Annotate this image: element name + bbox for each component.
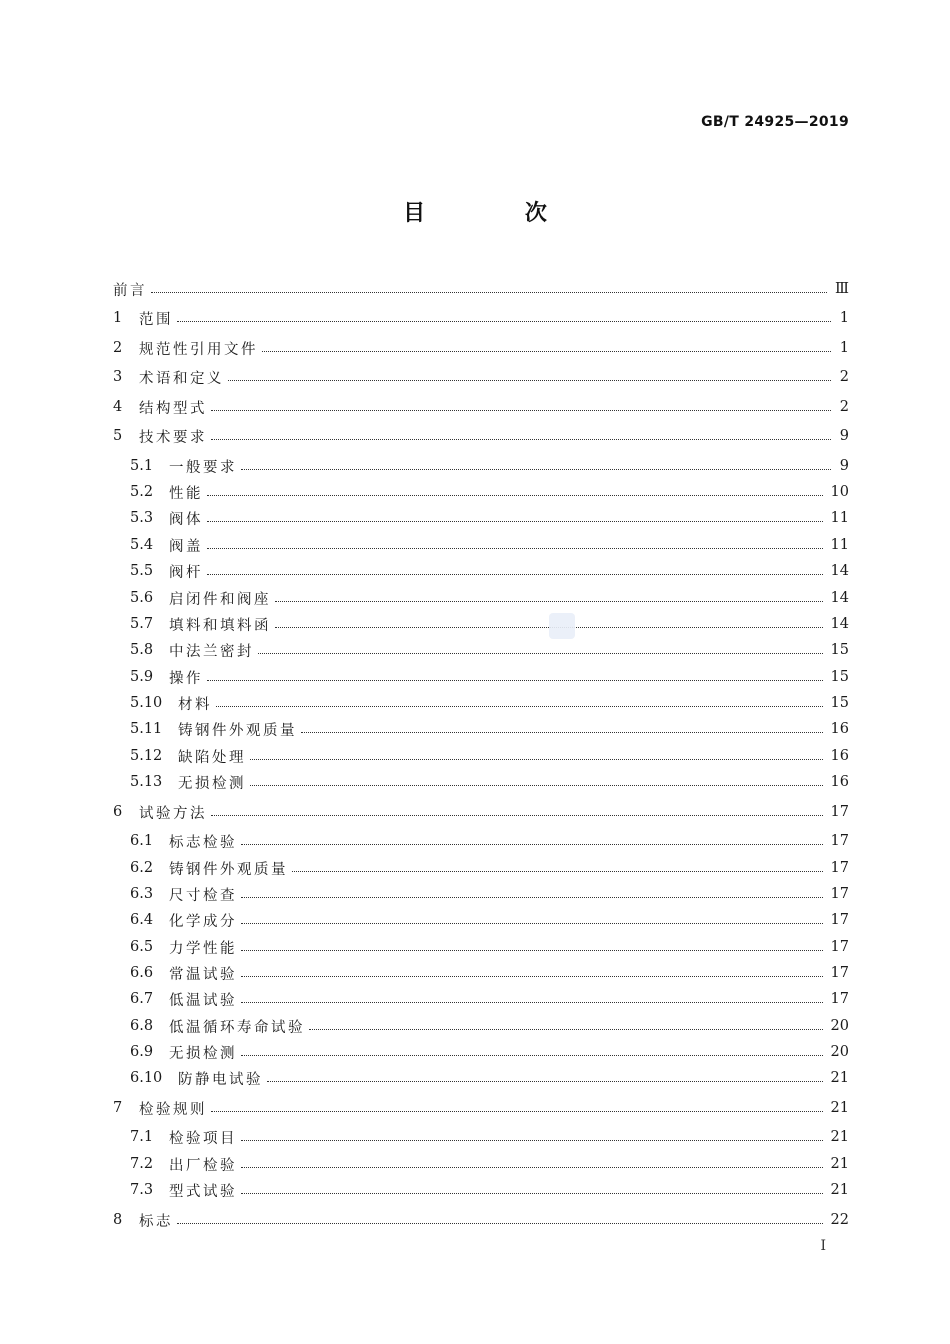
toc-entry[interactable] bbox=[130, 1013, 849, 1039]
toc-dot-leader bbox=[177, 1223, 823, 1224]
toc-entry[interactable] bbox=[130, 960, 849, 986]
toc-dot-leader bbox=[292, 871, 823, 872]
toc-dot-leader bbox=[241, 1055, 823, 1056]
toc-entry-number: 5.1 bbox=[130, 458, 154, 474]
toc-entry[interactable] bbox=[130, 1151, 849, 1177]
toc-entry-number: 1 bbox=[113, 310, 123, 326]
toc-entry[interactable] bbox=[130, 743, 849, 769]
toc-entry-page: 21 bbox=[830, 1129, 849, 1145]
toc-entry-number: 6.8 bbox=[130, 1018, 154, 1034]
toc-dot-leader bbox=[267, 1081, 823, 1082]
toc-dot-leader bbox=[207, 574, 823, 575]
toc-entry-page: 17 bbox=[830, 833, 849, 849]
toc-entry-label: 型式试验 bbox=[169, 1183, 237, 1200]
toc-entry-label: 结构型式 bbox=[139, 400, 207, 417]
toc-entry-page: 15 bbox=[830, 669, 849, 685]
page-number: I bbox=[820, 1238, 826, 1254]
toc-entry-number: 6 bbox=[113, 804, 123, 820]
toc-entry-label: 阀杆 bbox=[169, 564, 203, 581]
toc-entry-page: 1 bbox=[839, 340, 849, 356]
toc-entry[interactable] bbox=[130, 881, 849, 907]
toc-entry-page: 20 bbox=[830, 1044, 849, 1060]
toc-dot-leader bbox=[207, 548, 823, 549]
toc-entry-page: 17 bbox=[830, 939, 849, 955]
toc-entry[interactable] bbox=[130, 505, 849, 531]
toc-entry-label: 技术要求 bbox=[139, 429, 207, 446]
toc-entry[interactable] bbox=[130, 611, 849, 637]
toc-entry[interactable] bbox=[130, 716, 849, 742]
toc-entry[interactable] bbox=[130, 828, 849, 854]
toc-entry-label: 试验方法 bbox=[139, 805, 207, 822]
toc-entry-page: 20 bbox=[830, 1018, 849, 1034]
toc-entry-label: 阀体 bbox=[169, 511, 203, 528]
toc-entry-label: 防静电试验 bbox=[178, 1071, 263, 1088]
toc-entry[interactable] bbox=[113, 335, 849, 361]
toc-entry[interactable] bbox=[113, 799, 849, 825]
toc-dot-leader bbox=[301, 732, 823, 733]
toc-entry-label: 中法兰密封 bbox=[169, 643, 254, 660]
toc-entry-number: 5.6 bbox=[130, 590, 154, 606]
toc-entry-page: 9 bbox=[839, 428, 849, 444]
toc-entry[interactable] bbox=[113, 1207, 849, 1233]
toc-entry-page: 11 bbox=[830, 510, 849, 526]
watermark-logo-icon bbox=[549, 613, 575, 639]
toc-entry-number: 5.3 bbox=[130, 510, 154, 526]
toc-entry-page: 21 bbox=[830, 1100, 849, 1116]
toc-entry-page: 17 bbox=[830, 860, 849, 876]
toc-entry[interactable] bbox=[113, 305, 849, 331]
toc-entry-label: 缺陷处理 bbox=[178, 749, 246, 766]
toc-dot-leader bbox=[241, 1002, 823, 1003]
toc-entry-number: 6.5 bbox=[130, 939, 154, 955]
toc-dot-leader bbox=[241, 469, 831, 470]
toc-dot-leader bbox=[241, 1167, 823, 1168]
toc-entry-label: 力学性能 bbox=[169, 940, 237, 957]
toc-entry-number: 6.4 bbox=[130, 912, 154, 928]
toc-entry-page: 16 bbox=[830, 774, 849, 790]
toc-entry-page: 10 bbox=[830, 484, 849, 500]
toc-entry-label: 填料和填料函 bbox=[169, 617, 271, 634]
toc-entry[interactable] bbox=[130, 1124, 849, 1150]
toc-entry-page: 14 bbox=[830, 616, 849, 632]
toc-entry-label: 标志检验 bbox=[169, 834, 237, 851]
toc-entry-page: 21 bbox=[830, 1182, 849, 1198]
toc-entry[interactable] bbox=[130, 986, 849, 1012]
toc-dot-leader bbox=[151, 292, 827, 293]
toc-entry[interactable] bbox=[130, 479, 849, 505]
toc-entry-number: 5.9 bbox=[130, 669, 154, 685]
toc-entry-number: 6.1 bbox=[130, 833, 154, 849]
toc-entry-label: 检验规则 bbox=[139, 1101, 207, 1118]
toc-entry-number: 7.2 bbox=[130, 1156, 154, 1172]
toc-dot-leader bbox=[211, 410, 831, 411]
toc-entry-number: 6.3 bbox=[130, 886, 154, 902]
toc-entry-number: 5.10 bbox=[130, 695, 163, 711]
toc-entry-label: 低温循环寿命试验 bbox=[169, 1019, 305, 1036]
toc-entry-page: 2 bbox=[839, 369, 849, 385]
toc-entry-label: 一般要求 bbox=[169, 459, 237, 476]
toc-entry[interactable] bbox=[130, 532, 849, 558]
toc-entry-label: 前言 bbox=[113, 282, 147, 299]
toc-entry-number: 5.13 bbox=[130, 774, 163, 790]
toc-entry-page: 2 bbox=[839, 399, 849, 415]
toc-dot-leader bbox=[216, 706, 823, 707]
toc-entry-label: 启闭件和阀座 bbox=[169, 591, 271, 608]
toc-entry[interactable] bbox=[130, 1065, 849, 1091]
toc-entry-page: 17 bbox=[830, 991, 849, 1007]
toc-entry-page: 17 bbox=[830, 965, 849, 981]
toc-dot-leader bbox=[309, 1029, 823, 1030]
toc-entry[interactable] bbox=[130, 855, 849, 881]
toc-dot-leader bbox=[177, 321, 831, 322]
toc-dot-leader bbox=[211, 439, 831, 440]
toc-entry-page: 17 bbox=[830, 804, 849, 820]
toc-entry-number: 8 bbox=[113, 1212, 123, 1228]
toc-entry-number: 5.7 bbox=[130, 616, 154, 632]
toc-entry-label: 范围 bbox=[139, 311, 173, 328]
toc-entry[interactable] bbox=[113, 423, 849, 449]
toc-entry-number: 7 bbox=[113, 1100, 123, 1116]
toc-entry-label: 铸钢件外观质量 bbox=[178, 722, 297, 739]
toc-entry-label: 尺寸检查 bbox=[169, 887, 237, 904]
toc-entry[interactable] bbox=[130, 769, 849, 795]
toc-entry-label: 术语和定义 bbox=[139, 370, 224, 387]
toc-entry-number: 6.10 bbox=[130, 1070, 163, 1086]
toc-entry-page: 21 bbox=[830, 1156, 849, 1172]
toc-dot-leader bbox=[207, 680, 823, 681]
toc-dot-leader bbox=[241, 1193, 823, 1194]
toc-entry[interactable] bbox=[130, 690, 849, 716]
toc-entry-page: 15 bbox=[830, 695, 849, 711]
toc-entry-label: 规范性引用文件 bbox=[139, 341, 258, 358]
toc-entry-number: 3 bbox=[113, 369, 123, 385]
toc-entry-number: 5.11 bbox=[130, 721, 163, 737]
toc-dot-leader bbox=[241, 950, 823, 951]
toc-entry[interactable] bbox=[113, 1095, 849, 1121]
toc-entry-number: 7.1 bbox=[130, 1129, 154, 1145]
toc-entry[interactable] bbox=[130, 585, 849, 611]
toc-entry-number: 5.4 bbox=[130, 537, 154, 553]
toc-entry-label: 检验项目 bbox=[169, 1130, 237, 1147]
toc-entry[interactable] bbox=[130, 907, 849, 933]
toc-dot-leader bbox=[207, 521, 823, 522]
toc-entry-label: 低温试验 bbox=[169, 992, 237, 1009]
toc-entry[interactable] bbox=[130, 637, 849, 663]
toc-entry-label: 化学成分 bbox=[169, 913, 237, 930]
toc-entry-number: 6.7 bbox=[130, 991, 154, 1007]
toc-entry-label: 无损检测 bbox=[178, 775, 246, 792]
toc-entry-page: Ⅲ bbox=[835, 281, 849, 297]
toc-entry-number: 6.2 bbox=[130, 860, 154, 876]
toc-entry-page: 14 bbox=[830, 590, 849, 606]
toc-entry-page: 11 bbox=[830, 537, 849, 553]
toc-entry-page: 1 bbox=[839, 310, 849, 326]
toc-entry-label: 铸钢件外观质量 bbox=[169, 861, 288, 878]
toc-entry-label: 性能 bbox=[169, 485, 203, 502]
toc-dot-leader bbox=[241, 976, 823, 977]
toc-dot-leader bbox=[241, 897, 823, 898]
toc-entry-page: 21 bbox=[830, 1070, 849, 1086]
toc-entry-page: 17 bbox=[830, 886, 849, 902]
toc-entry-page: 15 bbox=[830, 642, 849, 658]
toc-dot-leader bbox=[258, 653, 823, 654]
toc-dot-leader bbox=[241, 923, 823, 924]
toc-dot-leader bbox=[250, 759, 823, 760]
toc-entry-label: 标志 bbox=[139, 1213, 173, 1230]
toc-entry[interactable] bbox=[130, 558, 849, 584]
toc-entry[interactable] bbox=[130, 1177, 849, 1203]
toc-dot-leader bbox=[241, 844, 823, 845]
toc-entry[interactable] bbox=[113, 394, 849, 420]
toc-dot-leader bbox=[250, 785, 823, 786]
toc-entry-number: 7.3 bbox=[130, 1182, 154, 1198]
toc-entry[interactable] bbox=[130, 664, 849, 690]
toc-entry[interactable] bbox=[130, 1039, 849, 1065]
toc-entry-page: 17 bbox=[830, 912, 849, 928]
toc-entry-number: 2 bbox=[113, 340, 123, 356]
toc-entry-page: 14 bbox=[830, 563, 849, 579]
toc-dot-leader bbox=[211, 1111, 823, 1112]
toc-entry[interactable] bbox=[130, 453, 849, 479]
toc-entry-number: 6.9 bbox=[130, 1044, 154, 1060]
toc-entry[interactable] bbox=[130, 934, 849, 960]
toc-entry-number: 5.2 bbox=[130, 484, 154, 500]
toc-entry-number: 6.6 bbox=[130, 965, 154, 981]
toc-entry-label: 材料 bbox=[178, 696, 212, 713]
toc-entry-number: 4 bbox=[113, 399, 123, 415]
toc-dot-leader bbox=[228, 380, 831, 381]
toc-entry-label: 出厂检验 bbox=[169, 1157, 237, 1174]
standard-code: GB/T 24925—2019 bbox=[701, 114, 849, 130]
toc-entry-label: 无损检测 bbox=[169, 1045, 237, 1062]
toc-dot-leader bbox=[262, 351, 831, 352]
toc-entry-number: 5 bbox=[113, 428, 123, 444]
toc-dot-leader bbox=[207, 495, 823, 496]
toc-entry-label: 操作 bbox=[169, 670, 203, 687]
toc-entry-number: 5.12 bbox=[130, 748, 163, 764]
toc-dot-leader bbox=[275, 601, 823, 602]
toc-entry-page: 16 bbox=[830, 721, 849, 737]
toc-entry-page: 22 bbox=[830, 1212, 849, 1228]
toc-dot-leader bbox=[211, 815, 823, 816]
toc-entry-page: 16 bbox=[830, 748, 849, 764]
toc-dot-leader bbox=[241, 1140, 823, 1141]
toc-entry-label: 阀盖 bbox=[169, 538, 203, 555]
toc-entry[interactable] bbox=[113, 364, 849, 390]
toc-entry-page: 9 bbox=[839, 458, 849, 474]
toc-entry-number: 5.8 bbox=[130, 642, 154, 658]
toc-title: 目 次 bbox=[403, 201, 593, 226]
toc-entry-number: 5.5 bbox=[130, 563, 154, 579]
toc-entry-label: 常温试验 bbox=[169, 966, 237, 983]
toc-entry[interactable] bbox=[113, 276, 849, 302]
